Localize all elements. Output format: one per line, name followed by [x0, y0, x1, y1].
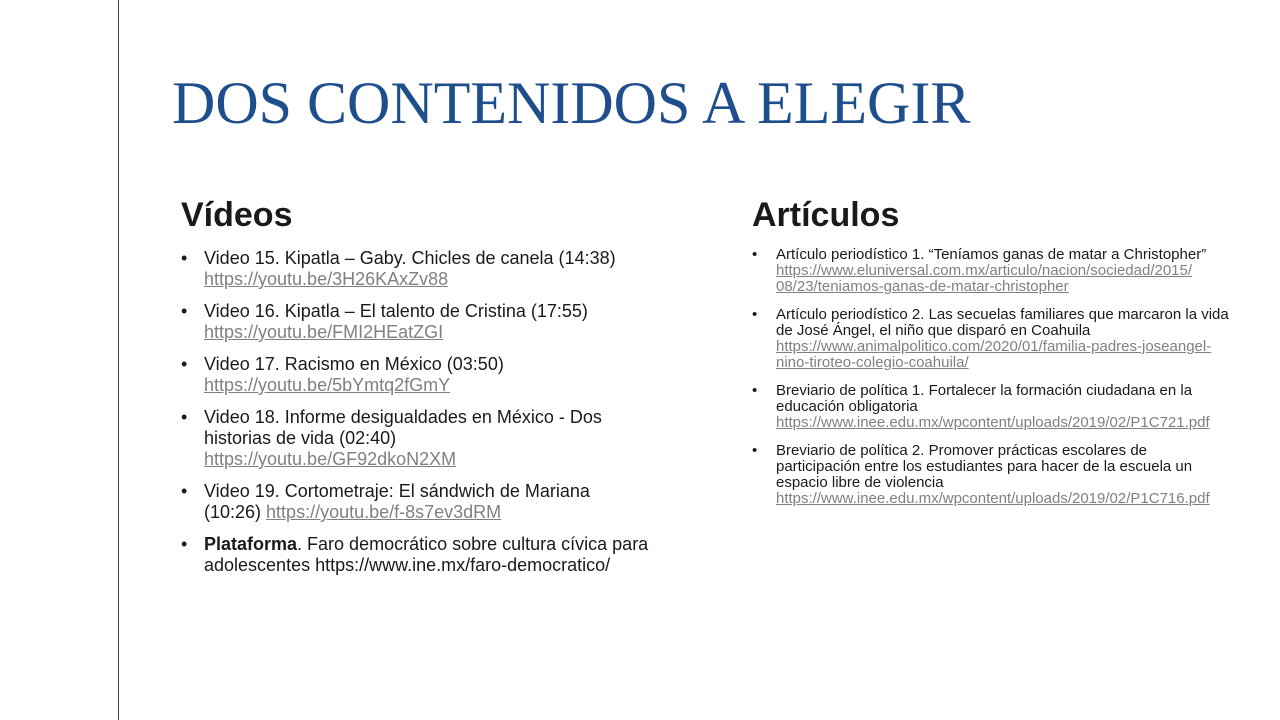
article-link[interactable]: https://www.animalpolitico.com/2020/01/familia-padres-joseangel-nino-tiroteo-colegio-coahuila/: [776, 338, 1212, 371]
articles-list: [752, 247, 1232, 519]
video-link[interactable]: https://youtu.be/3H26KAxZv88: [204, 269, 449, 289]
bullet-icon: •: [181, 407, 188, 427]
article-link[interactable]: https://www.eluniversal.com.mx/articulo/nacion/sociedad/2015/ 08/23/teniamos-ganas-de-matar-christopher: [776, 262, 1193, 295]
bullet-icon: •: [181, 301, 188, 321]
bullet-icon: •: [181, 534, 188, 554]
list-item-platform: [181, 534, 651, 576]
item-text: Video 17. Racismo en México (03:50): [204, 354, 504, 374]
bullet-icon: •: [752, 306, 758, 323]
bullet-icon: •: [752, 246, 758, 263]
item-text: Video 16. Kipatla – El talento de Cristina (17:55): [204, 301, 588, 321]
item-text: Video 15. Kipatla – Gaby. Chicles de canela (14:38): [204, 248, 616, 268]
list-item-article-2: [752, 307, 1232, 371]
article-link[interactable]: https://www.inee.edu.mx/wpcontent/uploads/2019/02/P1C721.pdf: [776, 414, 1210, 431]
bullet-icon: •: [181, 248, 188, 268]
bullet-icon: •: [181, 354, 188, 374]
item-text: Breviario de política 1. Fortalecer la formación ciudadana en la educación obligatoria: [776, 382, 1193, 415]
list-item-video-15: [181, 248, 651, 290]
list-item-video-19: [181, 481, 651, 523]
video-link[interactable]: https://youtu.be/GF92dkoN2XM: [204, 449, 457, 469]
slide-title: DOS CONTENIDOS A ELEGIR: [172, 70, 971, 136]
list-item-video-17: [181, 354, 651, 396]
list-item-video-18: [181, 407, 651, 470]
item-text: Video 18. Informe desigualdades en México - Dos historias de vida (02:40): [204, 407, 602, 448]
bullet-icon: •: [752, 382, 758, 399]
video-link[interactable]: https://youtu.be/5bYmtq2fGmY: [204, 375, 451, 395]
list-item-article-1: [752, 247, 1232, 295]
item-text: Breviario de política 2. Promover prácticas escolares de participación entre los estudiantes para hacer de la escuela un espacio libre de violencia: [776, 442, 1193, 491]
list-item-video-16: [181, 301, 651, 343]
video-link[interactable]: https://youtu.be/FMI2HEatZGI: [204, 322, 444, 342]
list-item-breviary-2: [752, 443, 1232, 507]
item-text: Artículo periodístico 1. “Teníamos ganas de matar a Christopher”: [776, 246, 1207, 263]
item-text: Video 19. Cortometraje: El sándwich de Mariana (10:26): [204, 481, 590, 522]
articles-heading: Artículos: [752, 196, 900, 234]
item-text: Artículo periodístico 2. Las secuelas familiares que marcaron la vida de José Ángel, el niño que disparó en Coahuila: [776, 306, 1229, 339]
videos-list: [181, 248, 651, 587]
platform-text: . Faro democrático sobre cultura cívica para adolescentes https://www.ine.mx/faro-democratico/: [204, 534, 649, 575]
platform-label: Plataforma: [204, 534, 298, 554]
article-link[interactable]: https://www.inee.edu.mx/wpcontent/uploads/2019/02/P1C716.pdf: [776, 490, 1210, 507]
video-link[interactable]: https://youtu.be/f-8s7ev3dRM: [266, 502, 502, 522]
list-item-breviary-1: [752, 383, 1232, 431]
bullet-icon: •: [181, 481, 188, 501]
bullet-icon: •: [752, 442, 758, 459]
videos-heading: Vídeos: [181, 196, 293, 234]
left-divider-line: [118, 0, 119, 720]
